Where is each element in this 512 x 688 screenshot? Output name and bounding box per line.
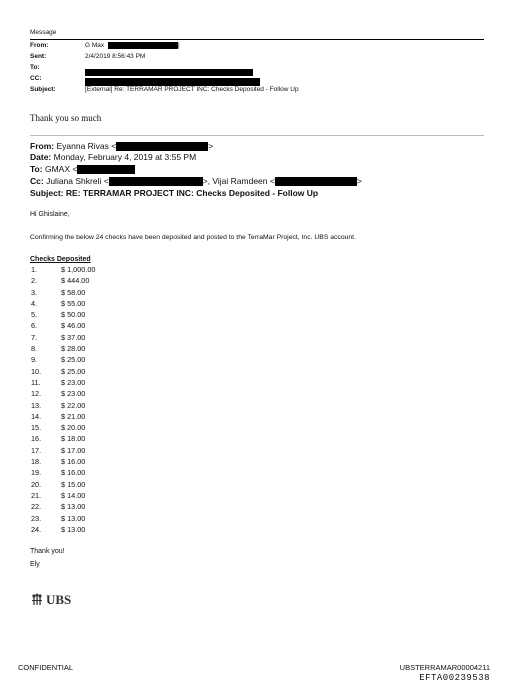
inner-date-label: Date: [30,152,52,162]
outer-from-value: G Max | [85,42,180,50]
check-number: 21. [31,490,42,500]
outer-cc-label: CC: [30,75,42,82]
redaction-bar [85,78,260,86]
check-row [31,321,151,332]
check-amount: $ 13.00 [61,502,86,512]
check-number: 20. [31,479,42,489]
check-number: 16. [31,434,42,444]
check-row [31,389,151,400]
check-amount: $ 20.00 [61,423,86,433]
inner-from-close: > [208,141,214,151]
inner-to-label: To: [30,164,43,174]
check-row [31,310,151,321]
check-row [31,423,151,434]
inner-subject-value: RE: TERRAMAR PROJECT INC: Checks Deposited - Follow Up [65,188,319,198]
message-label: Message [30,29,57,36]
ubs-logo [30,592,71,608]
check-number: 19. [31,468,42,478]
check-row [31,401,151,412]
check-amount: $ 22.00 [61,400,86,410]
redaction-bar [275,177,357,186]
checks-list [31,265,151,536]
check-amount: $ 25.00 [61,355,86,365]
inner-from-line [30,141,213,151]
check-amount: $ 13.00 [61,513,86,523]
check-row [31,480,151,491]
check-row [31,502,151,513]
check-row [31,367,151,378]
redaction-bar [77,165,135,174]
check-row [31,412,151,423]
check-row [31,457,151,468]
check-amount: $ 25.00 [61,366,86,376]
check-number: 10. [31,366,42,376]
check-number: 11. [31,377,41,387]
check-amount: $ 444.00 [61,276,90,286]
check-number: 1. [31,265,38,274]
outer-subject-value: [External] Re: TERRAMAR PROJECT INC: Checks Deposited - Follow Up [85,86,299,93]
check-number: 23. [31,513,42,523]
check-number: 18. [31,457,42,467]
check-amount: $ 50.00 [61,310,86,320]
inner-from-label: From: [30,141,55,151]
check-amount: $ 16.00 [61,468,86,478]
body-text: Confirming the below 24 checks have been deposited and posted to the TerraMar Project, Inc. UBS account. [30,234,356,241]
check-number: 14. [31,411,42,421]
check-number: 24. [31,524,42,534]
check-amount: $ 14.00 [61,490,86,500]
check-row [31,491,151,502]
greeting: Hi Ghislaine, [30,211,70,218]
inner-cc-close: > [356,176,362,186]
check-number: 3. [31,287,38,297]
check-number: 13. [31,400,42,410]
inner-cc-line [30,176,362,186]
check-amount: $ 16.00 [61,457,86,467]
inner-subject-label: Subject: [30,188,64,198]
check-number: 9. [31,355,38,365]
outer-to-label: To: [30,64,40,71]
outer-from-label: From: [30,42,49,49]
check-amount: $ 13.00 [61,524,86,534]
inner-to-value: GMAX < [44,164,78,174]
check-amount: $ 28.00 [61,344,86,354]
check-number: 5. [31,310,38,320]
reply-divider [30,135,484,136]
check-row [31,468,151,479]
check-number: 12. [31,389,42,399]
check-row [31,378,151,389]
inner-cc-value1: Juliana Shkreli < [46,176,109,186]
outer-sent-label: Sent: [30,53,47,60]
check-amount: $ 18.00 [61,434,86,444]
footer-efta: EFTA00239538 [419,673,490,683]
check-number: 22. [31,502,42,512]
check-number: 15. [31,423,42,433]
ubs-keys-icon [30,593,44,607]
inner-cc-label: Cc: [30,176,44,186]
check-amount: $ 23.00 [61,377,86,387]
check-row [31,299,151,310]
ubs-logo-text: UBS [46,592,72,607]
redaction-bar [109,177,203,186]
check-amount: $ 15.00 [61,479,86,489]
check-amount: $ 55.00 [61,298,86,308]
inner-from-value: Eyanna Rivas < [56,141,117,151]
check-amount: $ 17.00 [61,445,86,455]
check-row [31,446,151,457]
signoff: Thank you! [30,548,65,555]
check-amount: $ 23.00 [61,389,86,399]
check-number: 17. [31,445,42,455]
outer-from-name: G Max [85,42,105,50]
header-divider [30,39,484,40]
check-row [31,355,151,366]
check-amount: $ 37.00 [61,332,86,342]
inner-to-line [30,164,135,174]
check-row [31,344,151,355]
check-row [31,333,151,344]
signature: Ely [30,561,40,568]
footer-bates: UBSTERRAMAR00004211 [399,663,490,672]
inner-date-value: Monday, February 4, 2019 at 3:55 PM [53,152,197,162]
check-row [31,525,151,536]
check-amount: $ 1,000.00 [61,265,96,274]
check-number: 8. [31,344,38,354]
check-amount: $ 21.00 [61,411,86,421]
redaction-bar [108,42,178,49]
inner-date-line [30,152,196,162]
inner-subject-line [30,188,318,198]
check-amount: $ 46.00 [61,321,86,331]
checks-heading: Checks Deposited [30,256,91,263]
check-row [31,288,151,299]
inner-cc-mid: >, Vijai Ramdeen < [202,176,275,186]
redaction-bar [116,142,208,151]
reply-text: Thank you so much [30,113,102,123]
check-row [31,434,151,445]
outer-subject-label: Subject: [30,86,56,93]
check-row [31,276,151,287]
check-number: 2. [31,276,38,286]
check-number: 4. [31,298,38,308]
check-row [31,514,151,525]
check-row [31,265,151,276]
outer-sent-value: 2/4/2019 8:56:43 PM [85,53,146,60]
check-number: 7. [31,332,38,342]
check-number: 6. [31,321,38,331]
footer-confidential: CONFIDENTIAL [18,663,74,672]
check-amount: $ 58.00 [61,287,86,297]
